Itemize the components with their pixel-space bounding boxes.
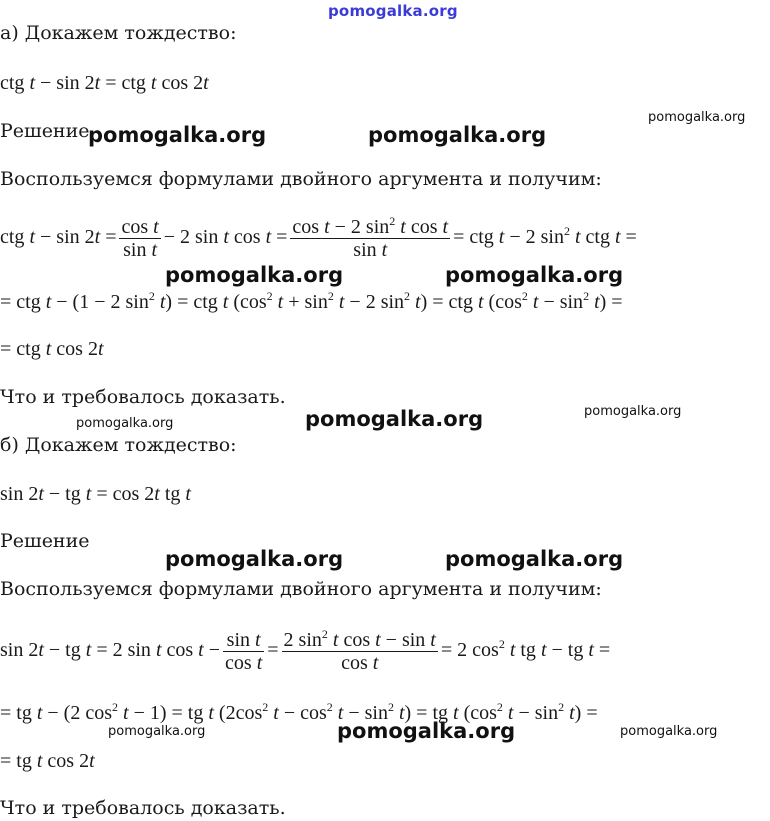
watermark: pomogalka.org	[445, 263, 624, 287]
watermark: pomogalka.org	[165, 547, 344, 571]
watermark: pomogalka.org	[305, 407, 484, 431]
watermark: pomogalka.org	[165, 263, 344, 287]
part-b-intro: Воспользуемся формулами двойного аргумента и получим:	[0, 578, 602, 600]
part-a-equation-line-1: ctg t − sin 2t = $\frac{\text{cos t}}{\text{sin t}}$ − 2 sin t cos t = $\frac{\cos t - 2 \sin^2 t \cos t}{\text{sin t}}$ = ctg t − 2 $\sin^2 t$ ctg t =	[0, 214, 637, 261]
part-a-solution-label: Решение	[0, 120, 90, 142]
part-b-equation-line-2: = tg t − (2 $\cos^2 t - 1$) = tg t ($2\cos^2$ $t - \cos^2 t - \sin^2 t$) = tg t ($\cos^2$ $t - \sin^2 t$) =	[0, 700, 598, 724]
part-b-heading: б) Докажем тождество:	[0, 434, 237, 456]
watermark: pomogalka.org	[337, 719, 516, 743]
fraction: $\frac{2 \sin^2 t \cos t - \sin t}{\text{cos t}}$	[283, 627, 436, 674]
fraction: $\frac{\cos t - 2 \sin^2 t \cos t}{\text{sin t}}$	[292, 214, 449, 261]
part-b-equation-line-1: sin 2t − tg t = 2 sin t cos t − $\frac{\text{sin t}}{\text{cos t}}$ = $\frac{2 \sin^2 t \cos t - \sin t}{\text{cos t}}$ = 2 $\cos^2 t$ tg t − tg t =	[0, 627, 611, 674]
part-b-solution-label: Решение	[0, 530, 90, 552]
part-b-identity: sin 2t − tg t = cos 2t tg t	[0, 483, 191, 505]
part-a-equation-line-3: = ctg t cos 2t	[0, 338, 104, 360]
watermark: pomogalka.org	[445, 547, 624, 571]
part-a-identity: ctg t − sin 2t = ctg t cos 2t	[0, 72, 209, 94]
watermark: pomogalka.org	[368, 123, 547, 147]
part-a-equation-line-2: = ctg t − (1 − 2 $\sin^2 t$) = ctg t ($\cos^2$ $t + \sin^2 t - 2$ $\sin^2 t$) = ctg t ($\cos^2$ $t - \sin^2 t$) =	[0, 289, 623, 313]
watermark: pomogalka.org	[88, 123, 267, 147]
fraction: $\frac{\text{cos t}}{\text{sin t}}$	[121, 216, 159, 261]
part-b-equation-line-3: = tg t cos 2t	[0, 750, 95, 772]
part-b-conclusion: Что и требовалось доказать.	[0, 797, 286, 819]
part-a-heading: а) Докажем тождество:	[0, 22, 237, 44]
watermark: pomogalka.org	[76, 416, 174, 431]
fraction: $\frac{\text{sin t}}{\text{cos t}}$	[225, 629, 263, 674]
watermark: pomogalka.org	[108, 724, 206, 739]
part-a-conclusion: Что и требовалось доказать.	[0, 386, 286, 408]
watermark-top: pomogalka.org	[328, 2, 458, 20]
watermark: pomogalka.org	[620, 724, 718, 739]
watermark: pomogalka.org	[648, 110, 746, 125]
part-a-intro: Воспользуемся формулами двойного аргумента и получим:	[0, 168, 602, 190]
watermark: pomogalka.org	[584, 404, 682, 419]
